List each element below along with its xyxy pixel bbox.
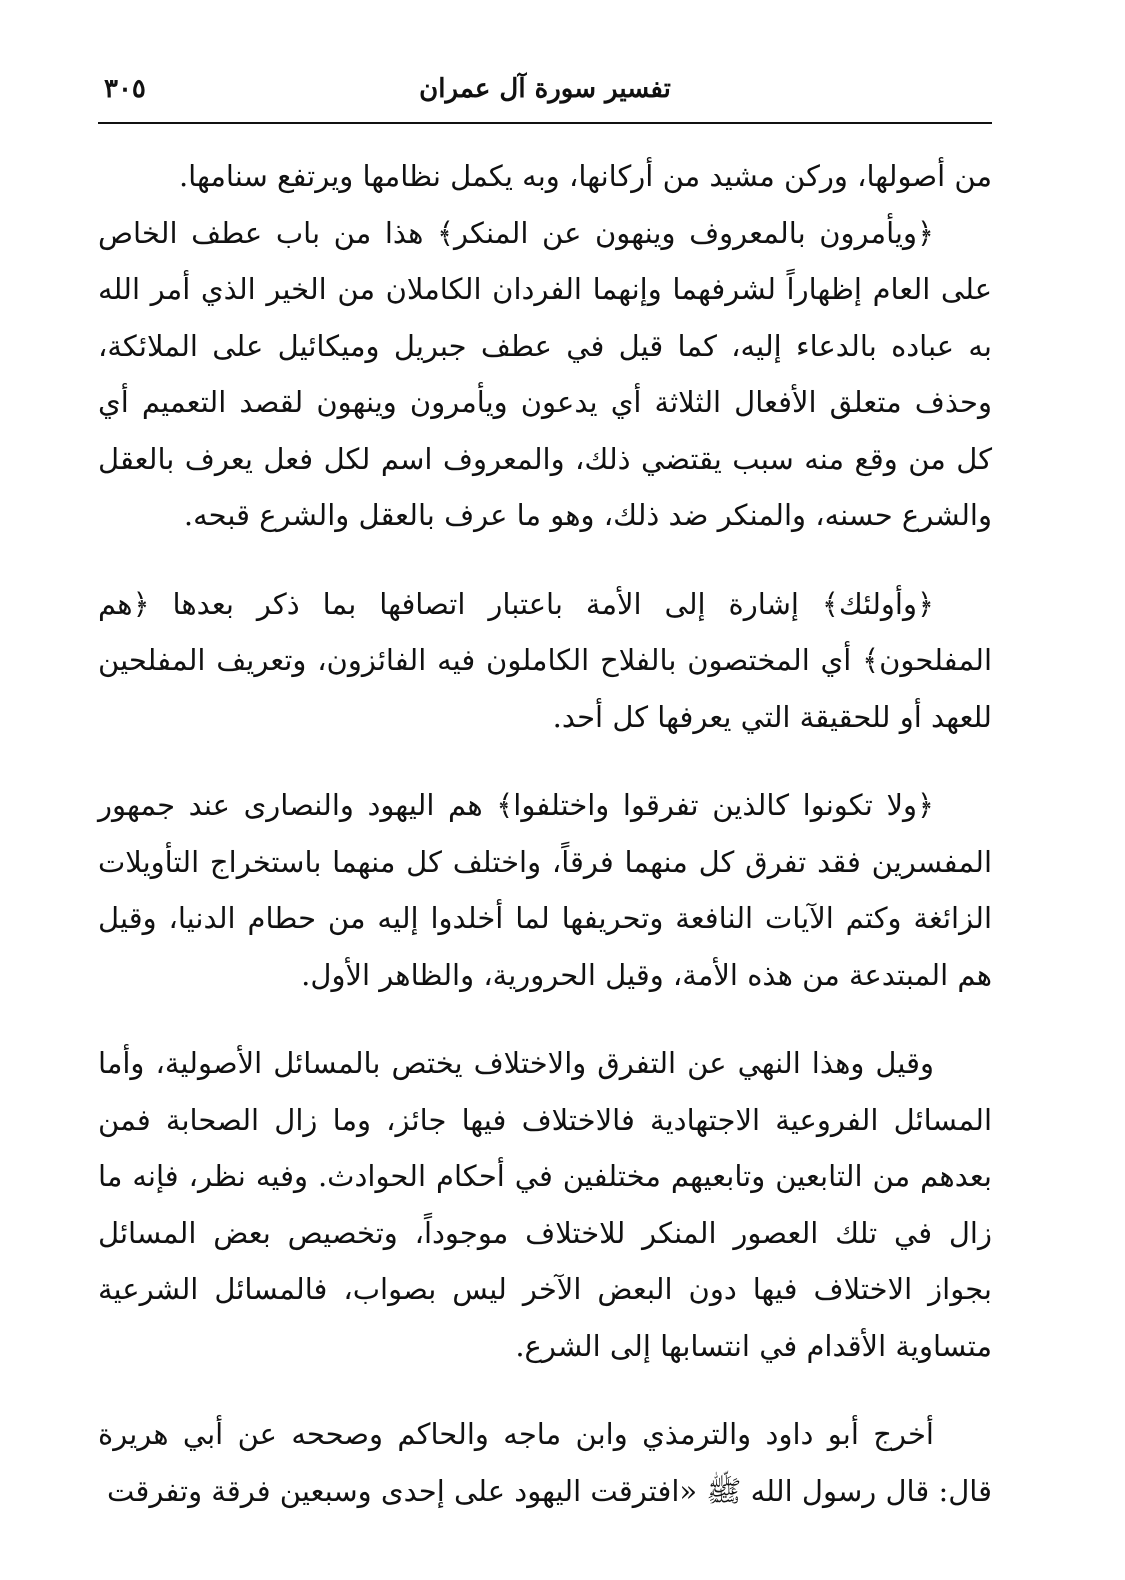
paragraph: وقيل وهذا النهي عن التفرق والاختلاف يختص بالمسائل الأصولية، وأما المسائل الفروعية الاجتهادية فالاختلاف فيها جائز، وما زال الصحابة فمن بعدهم من التابعين وتابعيهم مختلفين في أحكام الحوادث. وفيه نظر، فإنه ما زال في تلك العصور المنكر للاختلاف موجوداً، وتخصيص بعض المسائل بجواز الاختلاف فيها دون البعض الآخر ليس بصواب، فالمسائل الشرعية متساوية الأقدام في انتسابها إلى الشرع. <box>98 1046 992 1363</box>
chapter-title: تفسير سورة آل عمران <box>419 74 671 104</box>
paragraph-gap <box>98 745 992 777</box>
paragraph-gap <box>98 544 992 576</box>
paragraph: ﴿ويأمرون بالمعروف وينهون عن المنكر﴾ هذا من باب عطف الخاص على العام إظهاراً لشرفهما وإنهما الفردان الكاملان من الخير الذي أمر الله به عباده بالدعاء إليه، كما قيل في عطف جبريل وميكائيل على الملائكة، وحذف متعلق الأفعال الثلاثة أي يدعون ويأمرون وينهون لقصد التعميم أي كل من وقع منه سبب يقتضي ذلك، والمعروف اسم لكل فعل يعرف بالعقل والشرع حسنه، والمنكر ضد ذلك، وهو ما عرف بالعقل والشرع قبحه. <box>98 215 992 532</box>
book-page <box>98 60 992 1560</box>
paragraph: أخرج أبو داود والترمذي وابن ماجه والحاكم وصححه عن أبي هريرة قال: قال رسول الله ﷺ «افترقت اليهود على إحدى وسبعين فرقة وتفرقت <box>98 1417 992 1508</box>
paragraph: ﴿ولا تكونوا كالذين تفرقوا واختلفوا﴾ هم اليهود والنصارى عند جمهور المفسرين فقد تفرق كل منهما فرقاً، واختلف كل منهما باستخراج التأويلات الزائغة وكتم الآيات النافعة وتحريفها لما أخلدوا إليه من حطام الدنيا، وقيل هم المبتدعة من هذه الأمة، وقيل الحرورية، والظاهر الأول. <box>98 788 992 992</box>
paragraph: ﴿وأولئك﴾ إشارة إلى الأمة باعتبار اتصافها بما ذكر بعدها ﴿هم المفلحون﴾ أي المختصون بالفلاح الكاملون فيه الفائزون، وتعريف المفلحين للعهد أو للحقيقة التي يعرفها كل أحد. <box>98 586 992 734</box>
paragraph-gap <box>98 1003 992 1035</box>
paragraph-gap <box>98 1374 992 1406</box>
body-text <box>98 148 992 1519</box>
page-number: ٣٠٥ <box>104 74 146 104</box>
header-rule <box>98 122 992 124</box>
running-header <box>98 60 992 118</box>
paragraph: من أصولها، وركن مشيد من أركانها، وبه يكمل نظامها ويرتفع سنامها. <box>178 159 992 193</box>
